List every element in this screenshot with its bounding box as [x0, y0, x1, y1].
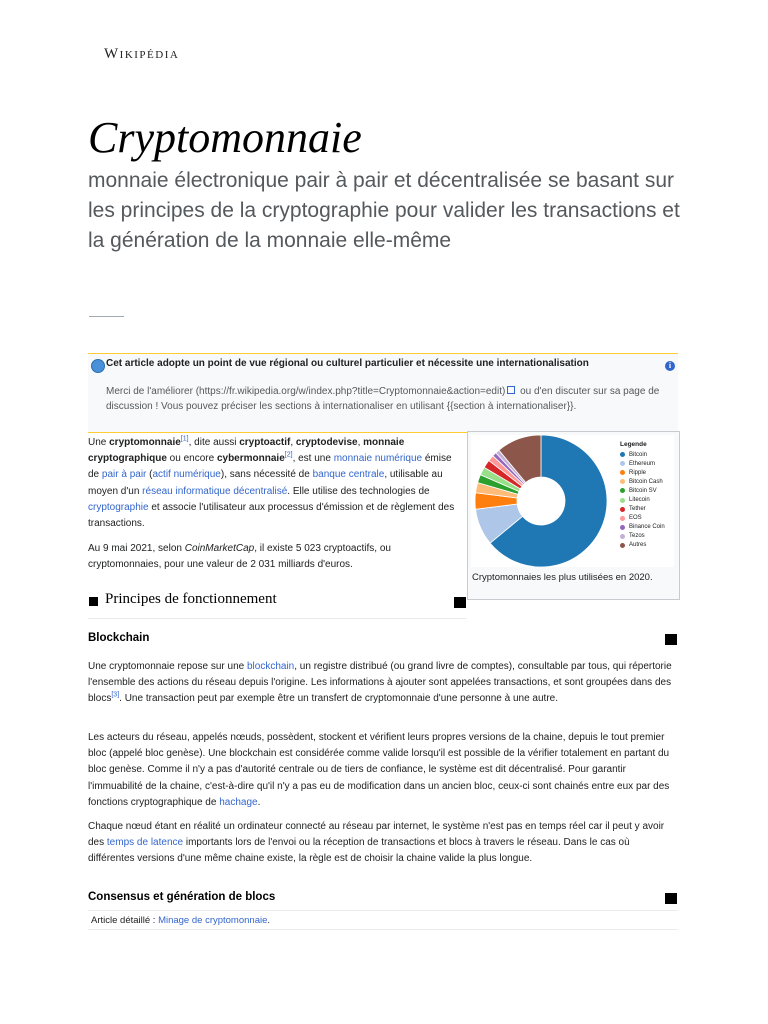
link-temps-de-latence[interactable]: temps de latence — [106, 837, 184, 849]
legend-item — [620, 523, 665, 532]
link-actif-numerique[interactable]: actif numérique — [152, 469, 221, 481]
link-minage[interactable]: Minage de cryptomonnaie — [158, 915, 268, 926]
legend-item — [620, 459, 665, 468]
legend-swatch — [620, 488, 625, 493]
legend-swatch — [620, 516, 625, 521]
legend-item — [620, 477, 665, 486]
legend-swatch — [620, 479, 625, 484]
legend-item — [620, 505, 665, 514]
section-title: Principes de fonctionnement — [105, 591, 277, 607]
legend-swatch — [620, 452, 625, 457]
legend-item — [620, 532, 665, 541]
legend-label: Bitcoin SV — [629, 487, 657, 494]
reference-3[interactable]: [3] — [111, 692, 120, 700]
blockchain-paragraph-3: Chaque nœud étant en réalité un ordinateur connecté au réseau par internet, le système n'est pas en temps réel car il peut y avoir des temps de latence importants lors de l'envoi ou la réception de transactions et blocs à travers le réseau. Dans le cas où différentes versions d'une même chaine existe, la règle est de choisir la chaine valide la plus longue. — [88, 821, 665, 865]
legend-label: Binance Coin — [629, 524, 665, 531]
legend-label: Bitcoin Cash — [629, 478, 663, 485]
blockchain-paragraph-1: Une cryptomonnaie repose sur une blockchain, un registre distribué (ou grand livre de comptes), consultable par tous, qui répertorie l'ensemble des actions du réseau depuis l'origine. Les informations à ajouter sont appelées transactions, et sont groupées dans des blocs[3]. Une transaction peut par exemple être un transfert de cryptomonnaie d'une personne à une autre. — [88, 661, 672, 705]
heading-consensus: Consensus et génération de blocs — [88, 891, 276, 903]
banner-text: Merci de l'améliorer (https://fr.wikipedia.org/w/index.php?title=Cryptomonnaie&action=edit) ou d'en discuter sur sa page de discussion ! Vous pouvez préciser les sections à internationaliser en utilisant {{section à internationaliser}}. — [106, 386, 660, 412]
intro-paragraph: Une cryptomonnaie[1], dite aussi cryptoactif, cryptodevise, monnaie cryptographique ou encore cybermonnaie[2], est une monnaie numérique émise de pair à pair (actif numérique), sans nécessité de banque centrale, utilisable au moyen d'un réseau informatique décentralisé. Elle utilise des technologies de cryptographie et associe l'utilisateur aux processus d'émission et de règlement des transactions. — [88, 435, 455, 530]
blockchain-paragraph-2: Les acteurs du réseau, appelés nœuds, possèdent, stockent et vérifient leurs propres versions de la chaine, depuis le tout premier bloc (appelé bloc genèse). Une blockchain est considérée comme valide lorsqu'il est possible de la vérifier totalement en partant du bloc genèse. Comme il n'y a pas d'autorité centrale ou de tiers de confiance, le système est dit décentralisé. Pour garantir l'immuabilité de la chaine, c'est-à-dire qu'il n'y a pas eu de modification dans un ancien bloc, ceux-ci sont chainés entre eux par des fonctions cryptographique de hachage. — [88, 732, 670, 808]
globe-icon — [91, 359, 105, 373]
legend-label: Litecoin — [629, 497, 650, 504]
page-title: Cryptomonnaie — [88, 113, 362, 162]
reference-1[interactable]: [1] — [180, 435, 189, 443]
legend-label: Tezos — [629, 533, 645, 540]
legend-item — [620, 468, 665, 477]
heading-blockchain: Blockchain — [88, 632, 150, 644]
legend-label: Bitcoin — [629, 451, 648, 458]
chart-legend — [620, 441, 665, 550]
stats-paragraph: Au 9 mai 2021, selon CoinMarketCap, il existe 5 023 cryptoactifs, ou cryptomonnaies, pour une valeur de 2 031 milliards d'euros. — [88, 543, 391, 571]
pie-chart — [471, 435, 611, 567]
banner-title: Cet article adopte un point de vue régional ou culturel particulier et nécessite une internationalisation — [106, 358, 589, 369]
link-monnaie-numerique[interactable]: monnaie numérique — [333, 453, 423, 465]
pie-chart-area[interactable] — [471, 435, 674, 567]
hatnote: Article détaillé : Minage de cryptomonnaie. — [88, 910, 678, 930]
legend-item — [620, 486, 665, 495]
link-reseau-informatique[interactable]: réseau informatique décentralisé — [142, 485, 288, 497]
legend-label: Autres — [629, 542, 647, 549]
external-link-icon — [507, 386, 515, 394]
consensus-toggle-icon[interactable] — [665, 893, 677, 904]
internationalisation-banner — [88, 353, 678, 433]
legend-swatch — [620, 498, 625, 503]
legend-swatch — [620, 534, 625, 539]
legend-label: EOS — [629, 515, 642, 522]
legend-label: Ripple — [629, 469, 647, 476]
link-blockchain[interactable]: blockchain — [246, 661, 295, 672]
section-bullet-icon — [89, 597, 98, 606]
legend-swatch — [620, 525, 625, 530]
legend-swatch — [620, 543, 625, 548]
legend-item — [620, 450, 665, 459]
legend-label: Ethereum — [629, 460, 656, 467]
page-subtitle: monnaie électronique pair à pair et décentralisée se basant sur les principes de la cryptographie pour valider les transactions et la génération de la monnaie elle-même — [88, 169, 680, 252]
legend-swatch — [620, 470, 625, 475]
reference-2[interactable]: [2] — [284, 451, 293, 459]
figure-caption: Cryptomonnaies les plus utilisées en 2020. — [472, 572, 653, 583]
legend-title: Legende — [620, 441, 647, 448]
legend-label: Tether — [629, 506, 646, 513]
section-toggle-icon[interactable] — [454, 597, 466, 608]
legend-item — [620, 495, 665, 504]
title-divider — [89, 316, 124, 317]
legend-item — [620, 514, 665, 523]
section-heading-principes — [88, 591, 467, 619]
wikipedia-logo[interactable]: Wikipédia — [104, 46, 180, 62]
blockchain-toggle-icon[interactable] — [665, 634, 677, 645]
legend-item — [620, 541, 665, 550]
link-hachage[interactable]: hachage — [219, 796, 258, 808]
link-cryptographie[interactable]: cryptographie — [88, 501, 149, 513]
chart-figure — [467, 431, 680, 600]
link-banque-centrale[interactable]: banque centrale — [312, 469, 385, 481]
info-icon[interactable]: i — [665, 361, 675, 371]
legend-swatch — [620, 507, 625, 512]
link-pair-a-pair[interactable]: pair à pair — [101, 469, 147, 481]
legend-swatch — [620, 461, 625, 466]
